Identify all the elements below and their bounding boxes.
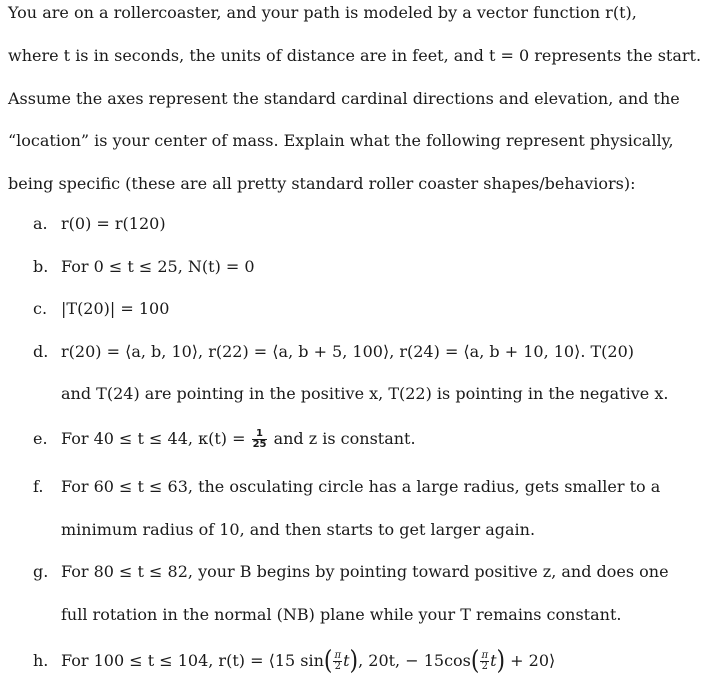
list-item-a	[33, 214, 166, 234]
item-text-part-5: + 20⟩	[505, 651, 556, 670]
intro-line-2: where t is in seconds, the units of distance are in feet, and t = 0 represents the start.	[8, 46, 702, 65]
intro-line-4: “location” is your center of mass. Explain what the following represent physically,	[8, 131, 674, 150]
fraction-denominator: 2	[334, 661, 341, 672]
left-paren: (	[323, 645, 333, 676]
list-marker: c.	[33, 299, 48, 318]
list-marker: f.	[33, 477, 44, 496]
item-text: r(0) = r(120)	[61, 214, 166, 233]
item-text: For 60 ≤ t ≤ 63, the osculating circle has a large radius, gets smaller to a	[61, 477, 661, 496]
item-text: For 0 ≤ t ≤ 25, N(t) = 0	[61, 257, 255, 276]
item-text-part-1: For 100 ≤ t ≤ 104, r(t) = ⟨15 sin	[61, 651, 324, 670]
item-text-part-4: t	[490, 651, 497, 670]
fraction	[480, 651, 489, 672]
fraction-numerator: π	[334, 650, 342, 661]
list-item-g-continuation: full rotation in the normal (NB) plane while your T remains constant.	[61, 605, 622, 624]
item-text-part-3: , 20t, − 15cos	[358, 651, 471, 670]
list-item-h	[33, 645, 556, 676]
item-text-after: and z is constant.	[268, 429, 416, 448]
list-marker: a.	[33, 214, 48, 233]
item-text-part-2: t	[343, 651, 350, 670]
item-text: |T(20)| = 100	[61, 299, 170, 318]
list-item-b	[33, 257, 255, 277]
list-marker: b.	[33, 257, 49, 276]
list-marker: g.	[33, 562, 49, 581]
left-paren: (	[470, 645, 480, 676]
list-item-c	[33, 299, 169, 319]
list-item-d	[33, 342, 634, 362]
list-item-d-continuation: and T(24) are pointing in the positive x, T(22) is pointing in the negative x.	[61, 384, 669, 403]
list-item-e	[33, 429, 416, 450]
fraction	[333, 651, 342, 672]
list-marker: h.	[33, 651, 49, 670]
fraction-denominator: 25	[252, 439, 267, 450]
list-item-g	[33, 562, 669, 582]
right-paren: )	[349, 645, 359, 676]
item-text: For 80 ≤ t ≤ 82, your B begins by pointing toward positive z, and does one	[61, 562, 669, 581]
fraction-denominator: 2	[481, 661, 488, 672]
intro-line-1: You are on a rollercoaster, and your path is modeled by a vector function r(t),	[8, 3, 637, 22]
list-item-f-continuation: minimum radius of 10, and then starts to get larger again.	[61, 520, 536, 539]
fraction	[252, 429, 268, 450]
fraction-numerator: 1	[252, 429, 268, 440]
right-paren: )	[496, 645, 506, 676]
fraction-numerator: π	[481, 650, 489, 661]
list-item-f	[33, 477, 660, 497]
list-marker: d.	[33, 342, 49, 361]
item-text-before: For 40 ≤ t ≤ 44, κ(t) =	[61, 429, 251, 448]
intro-line-3: Assume the axes represent the standard cardinal directions and elevation, and the	[8, 89, 680, 108]
list-marker: e.	[33, 429, 48, 448]
item-text: r(20) = ⟨a, b, 10⟩, r(22) = ⟨a, b + 5, 100⟩, r(24) = ⟨a, b + 10, 10⟩. T(20)	[61, 342, 635, 361]
intro-line-5: being specific (these are all pretty standard roller coaster shapes/behaviors):	[8, 174, 636, 193]
